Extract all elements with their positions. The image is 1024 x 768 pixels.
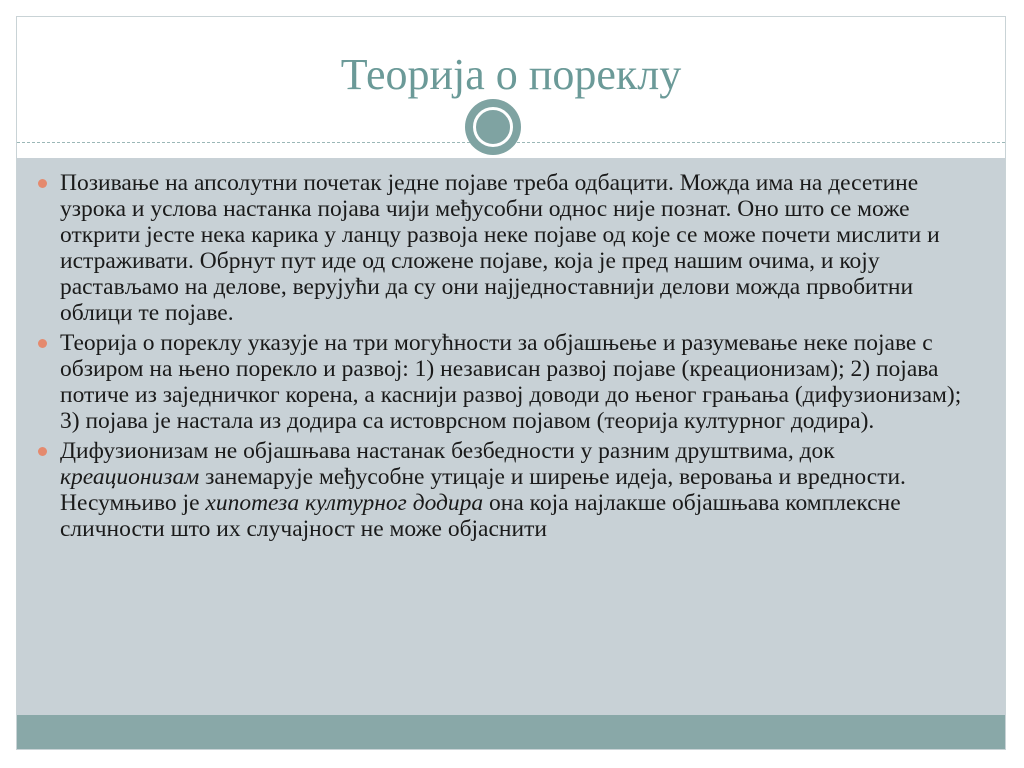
bullet-text-segment: она која најлакше објашњава комплексне сличности што их случајност не може објаснити <box>60 490 901 542</box>
bullet-text <box>60 438 906 542</box>
slide-title: Теорија о пореклу <box>340 50 682 99</box>
bullet-text <box>60 330 961 434</box>
bullet-list <box>38 170 968 546</box>
footer-band <box>17 715 1005 749</box>
circle-ornament-icon <box>465 99 521 155</box>
bullet-item-2 <box>38 330 968 434</box>
bullet-dot-icon <box>38 179 47 188</box>
bullet-text-segment: занемарује међусобне утицаје и ширење идеја, веровања и вредности. Несумњиво је <box>60 464 906 516</box>
bullet-item-1 <box>38 170 968 326</box>
bullet-item-3 <box>38 438 968 542</box>
bullet-text-segment: Теорија о пореклу указује на три могућности за објашњење и разумевање неке појаве с обзиром на њено порекло и развој: 1) независан развој појаве (креационизам); 2) појава потиче из заједничког корена, а каснији развој доводи до њеног грањања (дифузионизам); 3) појава је настала из додира са истоврсном појавом (теорија културног додира). <box>60 330 962 434</box>
bullet-dot-icon <box>38 447 47 456</box>
bullet-text-segment: Дифузионизам не објашњава настанак безбедности у разним друштвима, док <box>60 438 835 464</box>
bullet-text-segment: Позивање на апсолутни почетак једне појаве треба одбацити. Можда има на десетине узрока и услова настанка појава чији међусобни однос није познат. Оно што се може открити јесте нека карика у ланцу развоја неке појаве од које се може почети мислити и истраживати. Обрнут пут иде од сложене појаве, која је пред нашим очима, и коју растављамо на делове, верујући да су они најједноставнији делови можда првобитни облици те појаве. <box>60 170 940 326</box>
circle-ring-icon <box>473 107 513 147</box>
bullet-text-segment-italic: хипотеза културног додира <box>205 490 484 516</box>
bullet-text <box>60 170 940 326</box>
bullet-dot-icon <box>38 339 47 348</box>
bullet-text-segment-italic: креационизам <box>60 464 200 490</box>
